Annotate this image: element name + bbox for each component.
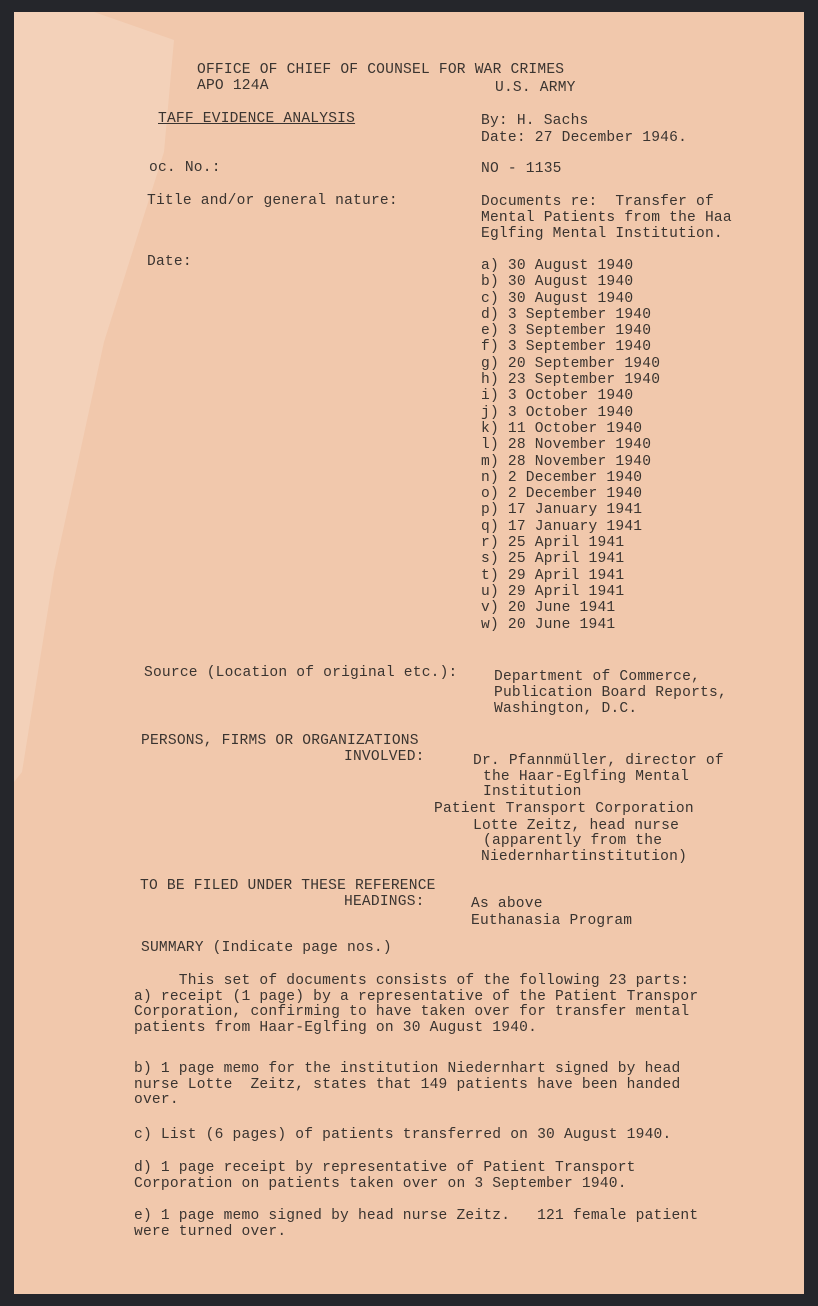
persons-line: (apparently from the xyxy=(483,833,663,849)
date-item: c) 30 August 1940 xyxy=(481,290,634,307)
date-list xyxy=(481,258,660,633)
title-nature-line: Eglfing Mental Institution. xyxy=(481,226,723,242)
summary-item-d: d) 1 page receipt by representative of Patient Transport Corporation on patients taken over on 3 September 1940. xyxy=(134,1160,636,1192)
filed-label-headings: HEADINGS: xyxy=(344,894,425,910)
analysis-title: TAFF EVIDENCE ANALYSIS xyxy=(158,111,356,127)
date-item: v) 20 June 1941 xyxy=(481,600,616,617)
date-item: a) 30 August 1940 xyxy=(481,258,634,274)
torn-paper-edge xyxy=(14,12,204,812)
army-label: U.S. ARMY xyxy=(495,80,576,96)
source-label: Source (Location of original etc.): xyxy=(144,665,458,681)
date-item: p) 17 January 1941 xyxy=(481,502,643,519)
filed-line: As above xyxy=(471,896,543,912)
filed-line: Euthanasia Program xyxy=(471,913,633,929)
summary-item-b: b) 1 page memo for the institution Niedernhart signed by head nurse Lotte Zeitz, states that 149 patients have been handed over. xyxy=(134,1061,681,1108)
date-item: l) 28 November 1940 xyxy=(481,437,652,454)
date-item: i) 3 October 1940 xyxy=(481,388,634,405)
summary-intro: This set of documents consists of the following 23 parts: a) receipt (1 page) by a representative of the Patient Transpor Corporation, confirming to have taken over for transfer mental patients from Haar-Eglfing on 30 August 1940. xyxy=(134,973,699,1036)
date-label: Date: xyxy=(147,254,192,270)
date-item: m) 28 November 1940 xyxy=(481,453,652,470)
title-nature-label: Title and/or general nature: xyxy=(147,193,398,209)
date-item: g) 20 September 1940 xyxy=(481,355,661,372)
date-item: w) 20 June 1941 xyxy=(481,616,616,633)
date-item: o) 2 December 1940 xyxy=(481,486,643,503)
source-line: Publication Board Reports, xyxy=(494,685,727,701)
document-page xyxy=(14,12,804,1294)
persons-label-involved: INVOLVED: xyxy=(344,749,425,765)
persons-line: Institution xyxy=(483,784,582,800)
summary-item-e: e) 1 page memo signed by head nurse Zeitz. 121 female patient were turned over. xyxy=(134,1208,699,1240)
summary-label: SUMMARY (Indicate page nos.) xyxy=(141,940,392,956)
date-item: s) 25 April 1941 xyxy=(481,551,625,568)
persons-line: Niedernhartinstitution) xyxy=(481,849,688,865)
summary-item-c: c) List (6 pages) of patients transferred on 30 August 1940. xyxy=(134,1127,672,1143)
analyst-name: By: H. Sachs xyxy=(481,113,589,129)
persons-line: Dr. Pfannmüller, director of xyxy=(473,753,724,769)
title-nature-line: Documents re: Transfer of xyxy=(481,194,714,210)
analysis-date: Date: 27 December 1946. xyxy=(481,130,688,146)
date-item: t) 29 April 1941 xyxy=(481,567,625,584)
persons-line: the Haar-Eglfing Mental xyxy=(483,769,690,785)
date-item: u) 29 April 1941 xyxy=(481,583,625,600)
apo-number: APO 124A xyxy=(197,78,269,94)
date-item: q) 17 January 1941 xyxy=(481,518,643,535)
source-line: Department of Commerce, xyxy=(494,669,701,685)
filed-label: TO BE FILED UNDER THESE REFERENCE xyxy=(140,878,436,894)
office-heading: OFFICE OF CHIEF OF COUNSEL FOR WAR CRIMES xyxy=(197,62,565,78)
source-line: Washington, D.C. xyxy=(494,701,638,717)
date-item: k) 11 October 1940 xyxy=(481,420,643,437)
date-item: f) 3 September 1940 xyxy=(481,339,652,356)
doc-no-label: oc. No.: xyxy=(149,160,221,176)
doc-no-value: NO - 1135 xyxy=(481,161,562,177)
title-nature-line: Mental Patients from the Haa xyxy=(481,210,732,226)
persons-line: Patient Transport Corporation xyxy=(434,801,694,817)
date-item: e) 3 September 1940 xyxy=(481,323,652,340)
date-item: d) 3 September 1940 xyxy=(481,306,652,323)
date-item: j) 3 October 1940 xyxy=(481,404,634,421)
date-item: b) 30 August 1940 xyxy=(481,274,634,291)
date-item: r) 25 April 1941 xyxy=(481,535,625,552)
date-item: h) 23 September 1940 xyxy=(481,372,661,389)
persons-label: PERSONS, FIRMS OR ORGANIZATIONS xyxy=(141,733,419,749)
persons-line: Lotte Zeitz, head nurse xyxy=(473,818,680,834)
date-item: n) 2 December 1940 xyxy=(481,469,643,486)
